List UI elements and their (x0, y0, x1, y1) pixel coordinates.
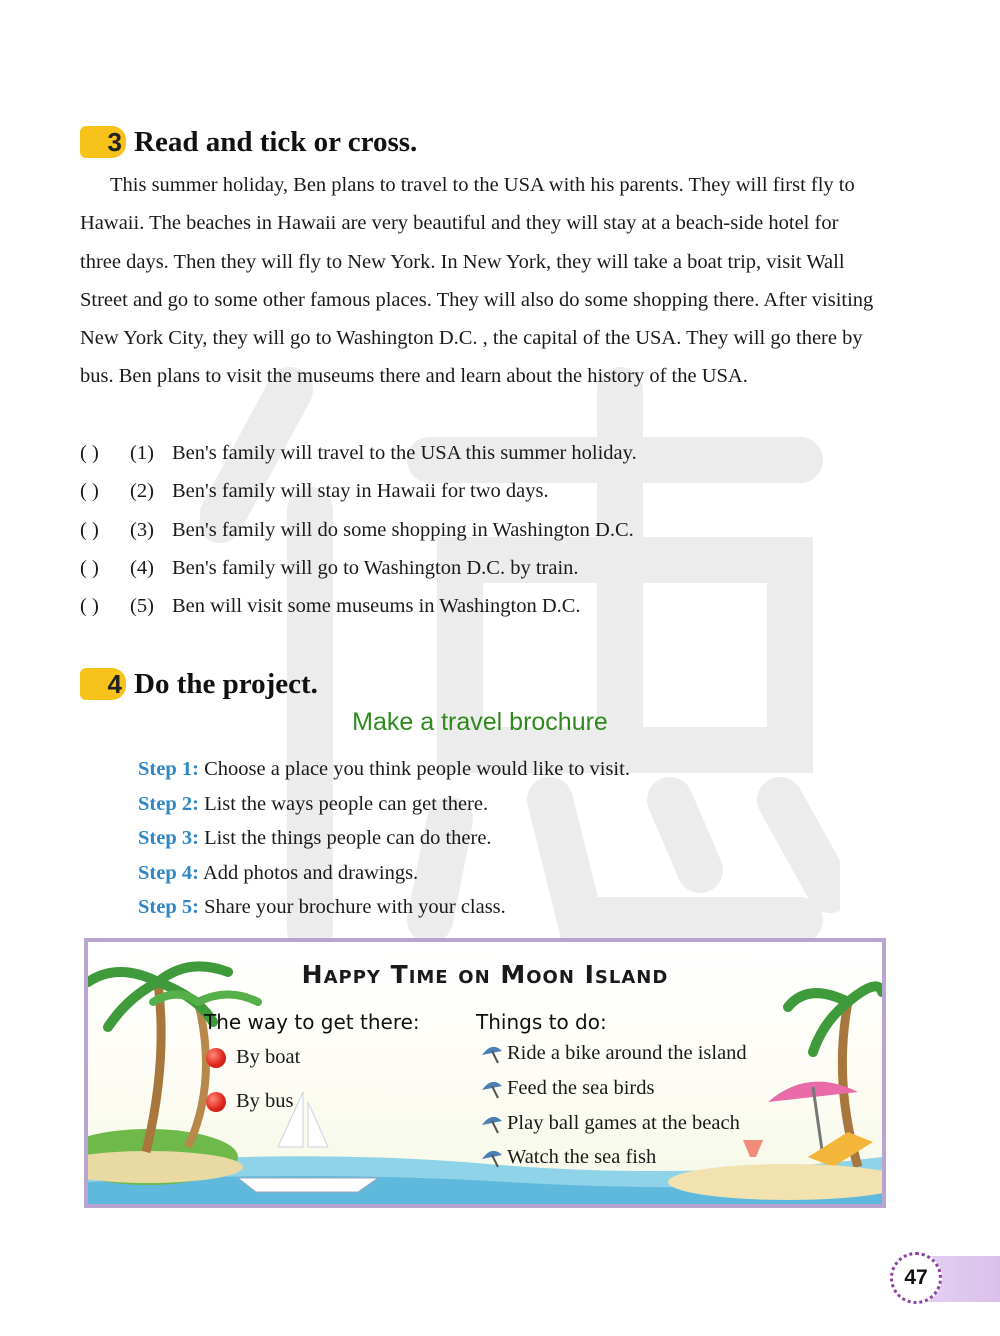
answer-blank[interactable]: ( ) (80, 442, 99, 464)
way-item (206, 1046, 300, 1069)
umbrella-icon (480, 1043, 504, 1065)
step-item (138, 787, 630, 822)
question-number: (5) (130, 595, 154, 618)
section-number-badge: 3 (80, 126, 126, 158)
step-label: Step 4: (138, 861, 199, 884)
answer-blank[interactable]: ( ) (80, 480, 99, 503)
step-text: List the ways people can get there. (204, 792, 489, 815)
question-item (80, 587, 900, 625)
question-item (80, 434, 900, 472)
umbrella-icon (480, 1113, 504, 1135)
question-text: Ben will visit some museums in Washington D.C. (172, 595, 581, 618)
reading-passage (80, 166, 880, 396)
question-text: Ben's family will do some shopping in Washington D.C. (172, 518, 634, 541)
way-heading: The way to get there: (204, 1010, 420, 1034)
question-text: Ben's family will stay in Hawaii for two days. (172, 480, 549, 503)
question-text: Ben's family will travel to the USA this summer holiday. (172, 442, 637, 464)
umbrella-icon (480, 1147, 504, 1169)
question-number: (2) (130, 480, 154, 503)
step-item (138, 821, 630, 856)
question-number: (1) (130, 442, 154, 464)
question-number: (4) (130, 556, 154, 579)
question-text: Ben's family will go to Washington D.C. by train. (172, 556, 579, 579)
red-ball-icon (206, 1092, 226, 1112)
step-label: Step 2: (138, 792, 199, 815)
umbrella-icon (480, 1078, 504, 1100)
question-number: (3) (130, 518, 154, 541)
travel-brochure (84, 938, 886, 1208)
way-item (206, 1090, 294, 1113)
question-item (80, 549, 900, 587)
answer-blank[interactable]: ( ) (80, 556, 99, 579)
answer-blank[interactable]: ( ) (80, 518, 99, 541)
things-heading: Things to do: (476, 1010, 607, 1034)
step-item (138, 890, 630, 925)
step-label: Step 3: (138, 827, 199, 850)
step-text: Add photos and drawings. (202, 861, 419, 884)
thing-item (480, 1077, 654, 1100)
step-label: Step 5: (138, 896, 199, 919)
question-item (80, 511, 900, 549)
project-subtitle: Make a travel brochure (352, 708, 608, 736)
section-number-badge: 4 (80, 668, 126, 700)
step-item (138, 752, 630, 787)
section-4-heading (80, 666, 318, 702)
red-ball-icon (206, 1048, 226, 1068)
question-item (80, 472, 900, 510)
question-list (80, 434, 900, 625)
step-text: Choose a place you think people would like to visit. (204, 758, 630, 780)
brochure-title: Happy Time on Moon Island (301, 960, 669, 989)
thing-text: Feed the sea birds (507, 1077, 655, 1099)
step-text: Share your brochure with your class. (204, 896, 506, 919)
section-title: Read and tick or cross. (134, 125, 418, 158)
step-label: Step 1: (138, 758, 199, 780)
way-text: By bus (236, 1090, 294, 1112)
passage-text: This summer holiday, Ben plans to travel to the USA with his parents. They will first fly to Hawaii. The beaches in Hawaii are very beautiful and they will stay at a beach-side hotel for three days. Then they will fly to New York. In New York, they will take a boat trip, visit Wall Street and go to some other famous places. They will also do some shopping there. After visiting New York City, they will go to Washington D.C. , the capital of the USA. They will go there by bus. Ben plans to visit the museums there and learn about the history of the USA. (80, 174, 874, 388)
section-3-heading (80, 124, 417, 160)
thing-text: Watch the sea fish (507, 1146, 657, 1168)
step-list (138, 752, 630, 925)
step-item (138, 856, 630, 891)
step-text: List the things people can do there. (204, 827, 492, 850)
thing-item (480, 1146, 656, 1169)
thing-text: Ride a bike around the island (507, 1042, 747, 1064)
answer-blank[interactable]: ( ) (80, 595, 99, 618)
way-text: By boat (236, 1046, 301, 1068)
page-number: 47 (890, 1252, 942, 1304)
thing-item (480, 1042, 747, 1065)
thing-text: Play ball games at the beach (507, 1112, 740, 1134)
thing-item (480, 1112, 740, 1135)
section-title: Do the project. (134, 667, 318, 700)
